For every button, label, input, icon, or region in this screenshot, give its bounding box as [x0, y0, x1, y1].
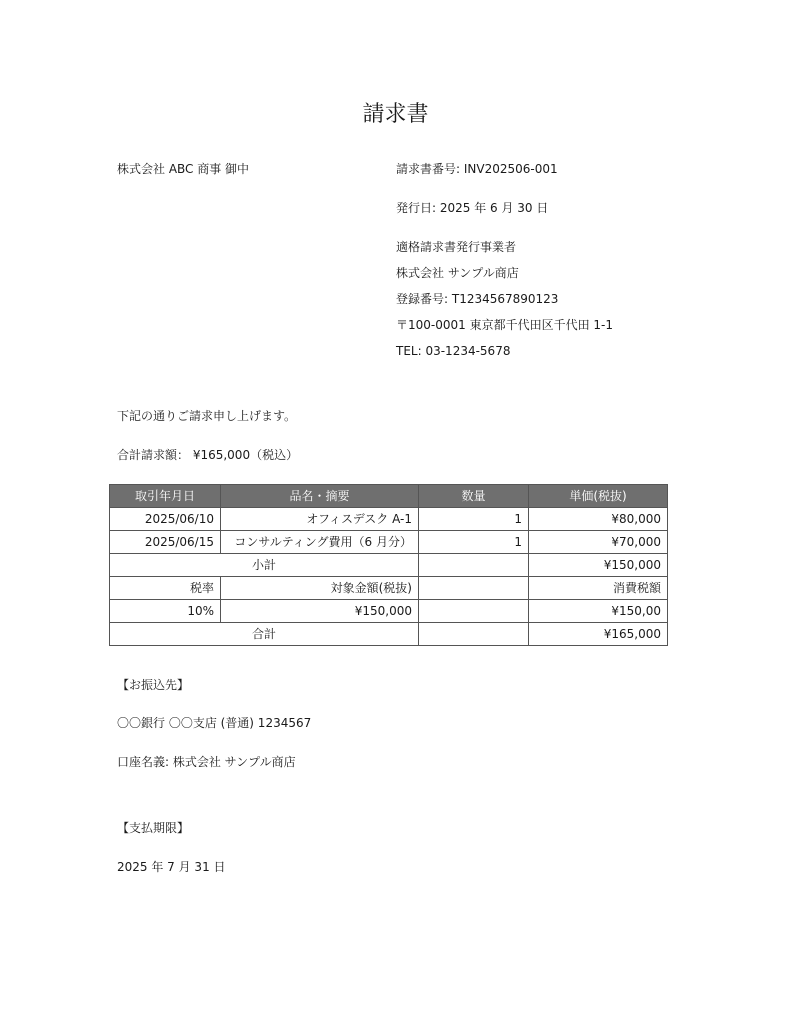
tax-row	[110, 600, 668, 623]
total-label: 合計	[110, 623, 419, 646]
table-row	[110, 531, 668, 554]
subtotal-empty-cell	[419, 554, 529, 577]
issuer-registration: 登録番号: T1234567890123	[396, 292, 559, 306]
total-empty-cell	[419, 623, 529, 646]
row-date: 2025/06/15	[110, 531, 221, 554]
subtotal-row	[110, 554, 668, 577]
tax-header-empty-cell	[419, 577, 529, 600]
issue-date: 発行日: 2025 年 6 月 30 日	[396, 201, 549, 215]
tax-amount-value: ¥150,00	[529, 600, 668, 623]
tax-header-row	[110, 577, 668, 600]
total-value: ¥165,000	[529, 623, 668, 646]
issuer-address: 〒100-0001 東京都千代田区千代田 1-1	[396, 318, 614, 332]
header-item: 品名・摘要	[221, 485, 419, 508]
subtotal-label: 小計	[110, 554, 419, 577]
subtotal-value: ¥150,000	[529, 554, 668, 577]
row-item: コンサルティング費用（6 月分）	[221, 531, 419, 554]
bank-heading: 【お振込先】	[117, 678, 190, 692]
header-date: 取引年月日	[110, 485, 221, 508]
row-quantity: 1	[419, 508, 529, 531]
tax-base-value: ¥150,000	[221, 600, 419, 623]
total-row	[110, 623, 668, 646]
invoice-number: 請求書番号: INV202506-001	[396, 162, 558, 176]
issuer-tel: TEL: 03-1234-5678	[396, 344, 511, 358]
row-price: ¥70,000	[529, 531, 668, 554]
tax-base-label: 対象金額(税抜)	[221, 577, 419, 600]
payment-due-date: 2025 年 7 月 31 日	[117, 860, 226, 874]
row-date: 2025/06/10	[110, 508, 221, 531]
payment-heading: 【支払期限】	[117, 821, 190, 835]
table-header-row	[110, 485, 668, 508]
tax-rate-label: 税率	[110, 577, 221, 600]
total-amount-line: 合計請求額： ¥165,000（税込）	[117, 448, 299, 462]
header-quantity: 数量	[419, 485, 529, 508]
table-row	[110, 508, 668, 531]
invoice-table	[109, 484, 668, 646]
header-unit-price: 単価(税抜)	[529, 485, 668, 508]
tax-amount-label: 消費税額	[529, 577, 668, 600]
recipient-name: 株式会社 ABC 商事 御中	[117, 162, 250, 176]
tax-row-empty-cell	[419, 600, 529, 623]
issuer-company: 株式会社 サンプル商店	[396, 266, 519, 280]
issuer-qualification: 適格請求書発行事業者	[396, 240, 517, 254]
tax-rate-value: 10%	[110, 600, 221, 623]
row-price: ¥80,000	[529, 508, 668, 531]
row-item: オフィスデスク A-1	[221, 508, 419, 531]
row-quantity: 1	[419, 531, 529, 554]
bank-account: 〇〇銀行 〇〇支店 (普通) 1234567	[117, 716, 312, 730]
invoice-title: 請求書	[362, 102, 429, 127]
greeting-text: 下記の通りご請求申し上げます。	[117, 409, 297, 423]
bank-account-holder: 口座名義: 株式会社 サンプル商店	[117, 755, 296, 769]
